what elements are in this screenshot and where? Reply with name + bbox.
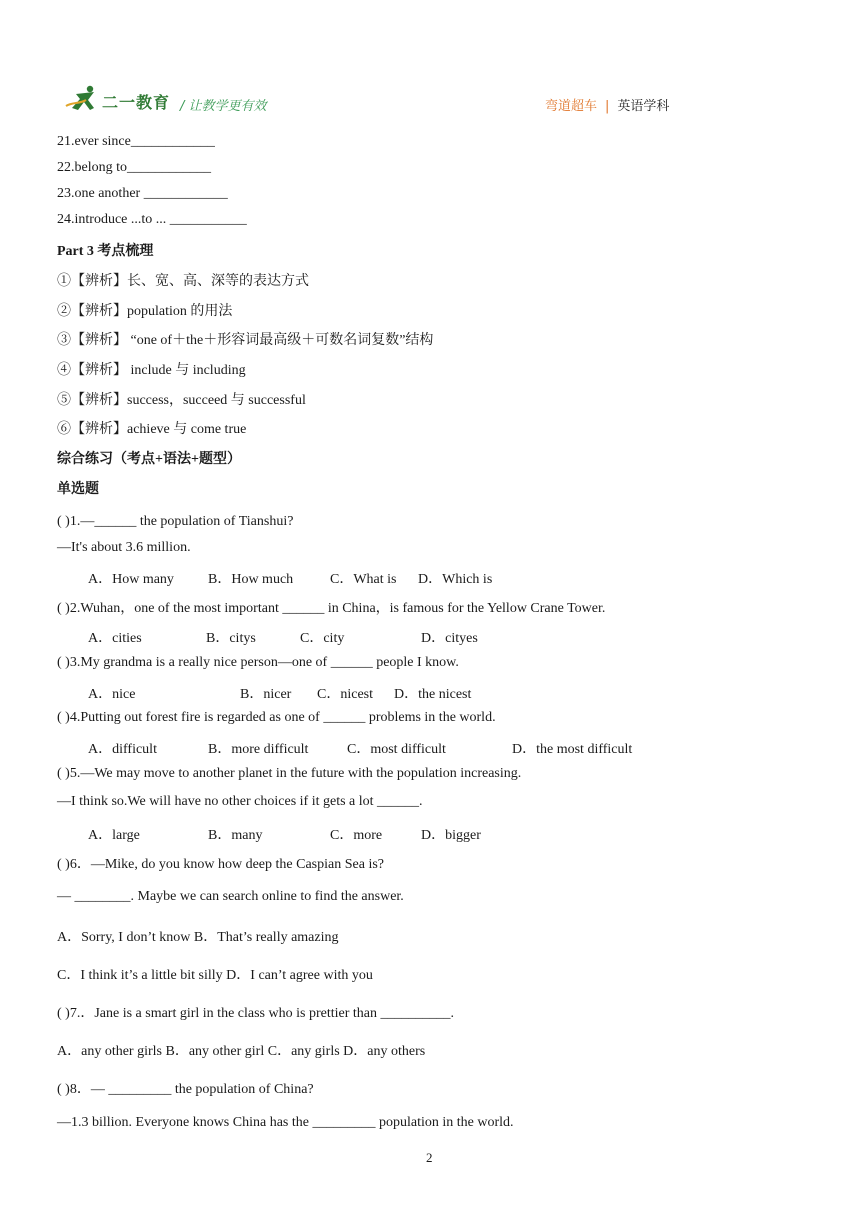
question-line: —It's about 3.6 million. [57,540,191,555]
question-line: —1.3 billion. Everyone knows China has the _________ population in the world. [57,1115,514,1130]
question-stem: ( )3.My grandma is a really nice person—one of ______ people I know. [57,655,459,670]
vocab-item: 22.belong to____________ [57,160,211,175]
part3-item: ⑥【辨析】achieve 与 come true [57,422,247,437]
option: D．the most difficult [512,742,633,757]
option: A．difficult [88,742,157,757]
option-row: C．I think it’s a little bit silly D．I can’t agree with you [57,968,373,983]
logo-text: 二一教育 [102,93,171,112]
option: D．cityes [421,631,478,646]
vocab-item: 23.one another ____________ [57,186,228,201]
option-row: A．Sorry, I don’t know B．That’s really amazing [57,930,339,945]
question-stem: ( )5.—We may move to another planet in the future with the population increasing. [57,766,522,781]
vocab-item: 21.ever since____________ [57,134,215,149]
option: C．most difficult [347,742,446,757]
option: B．How much [208,572,294,587]
header-slogan: / 让教学更有效 [180,99,267,114]
header-subject [545,95,669,114]
question-stem: ( )4.Putting out forest fire is regarded as one of ______ problems in the world. [57,710,496,725]
option: D．Which is [418,572,493,587]
question-stem: ( )2.Wuhan，one of the most important ______ in China，is famous for the Yellow Crane Tower. [57,601,606,616]
option: A．large [88,828,140,843]
option-row: A．any other girls B．any other girl C．any girls D．any others [57,1044,426,1059]
question-stem: ( )7.．Jane is a smart girl in the class who is prettier than __________. [57,1006,454,1021]
part3-item: ④【辨析】 include 与 including [57,363,246,378]
question-stem: ( )8．— _________ the population of China? [57,1082,314,1097]
practice-title: 综合练习（考点+语法+题型） [57,452,241,467]
header-logo [64,84,174,116]
option: C．nicest [317,687,373,702]
option: D．the nicest [394,687,472,702]
question-line: —I think so.We will have no other choices if it gets a lot ______. [57,794,423,809]
runner-logo-icon [64,84,104,116]
option: A．nice [88,687,136,702]
option: A．cities [88,631,142,646]
option: B．citys [206,631,256,646]
option: B．nicer [240,687,292,702]
part3-title: Part 3 考点梳理 [57,244,154,259]
section-title: 单选题 [57,482,99,497]
question-stem: ( )6．—Mike, do you know how deep the Caspian Sea is? [57,857,384,872]
part3-item: ①【辨析】长、宽、高、深等的表达方式 [57,274,309,289]
option: D．bigger [421,828,481,843]
part3-item: ②【辨析】population 的用法 [57,304,233,319]
vocab-item: 24.introduce ...to ... ___________ [57,212,247,227]
option: C．more [330,828,383,843]
option: B．more difficult [208,742,309,757]
header-separator: | [605,99,610,114]
part3-item: ③【辨析】 “one of＋the＋形容词最高级＋可数名词复数”结构 [57,333,434,348]
part3-item: ⑤【辨析】success，succeed 与 successful [57,393,306,408]
option: C．city [300,631,345,646]
page-number: 2 [426,1150,433,1165]
question-stem: ( )1.—______ the population of Tianshui? [57,514,294,529]
header-tag: 弯道超车 [545,99,598,114]
option: C．What is [330,572,397,587]
header-subject-label: 英语学科 [617,99,670,114]
option: A．How many [88,572,174,587]
question-line: — ________. Maybe we can search online to find the answer. [57,889,404,904]
option: B．many [208,828,263,843]
